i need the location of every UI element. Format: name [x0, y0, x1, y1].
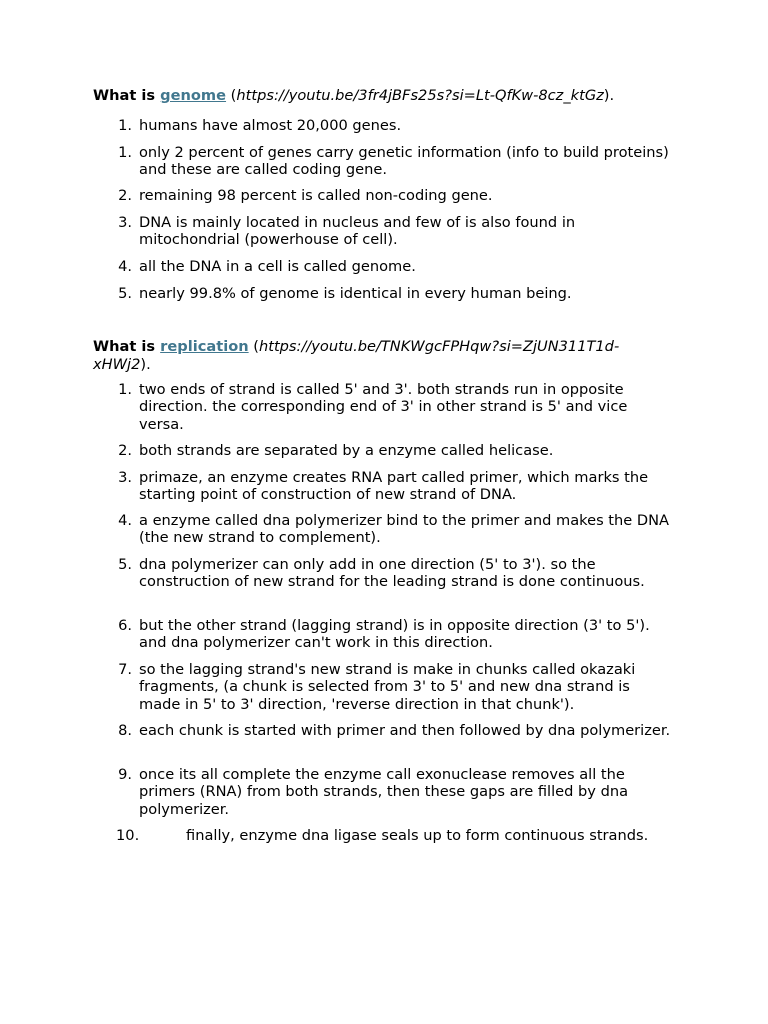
list-text: humans have almost 20,000 genes. — [139, 117, 402, 134]
list-text: both strands are separated by a enzyme called helicase. — [139, 442, 554, 459]
heading-prefix: What is — [93, 87, 161, 104]
list-number: 8. — [118, 722, 132, 739]
list-text: primaze, an enzyme creates RNA part called primer, which marks the starting point of construction of new strand of DNA. — [139, 469, 649, 504]
url-open: ( — [226, 87, 237, 104]
list-text: so the lagging strand's new strand is make in chunks called okazaki fragments, (a chunk is selected from 3' to 5' and new dna strand is made in 5' to 3' direction, 'reverse direction in that chunk'). — [139, 661, 636, 713]
list-number: 9. — [118, 766, 132, 783]
replication-video-url: https://youtu.be/TNKWgcFPHqw?si=ZjUN311T1d-xHWj2 — [93, 338, 620, 373]
list-number: 3. — [118, 469, 132, 486]
section-heading-replication — [93, 338, 668, 373]
list-text: dna polymerizer can only add in one direction (5' to 3'). so the construction of new strand for the leading strand is done continuous. — [139, 556, 645, 591]
list-number: 7. — [118, 661, 132, 678]
list-number: 2. — [118, 442, 132, 459]
genome-link[interactable]: genome — [160, 87, 227, 104]
list-text: once its all complete the enzyme call exonuclease removes all the primers (RNA) from both strands, then these gaps are filled by dna polymerizer. — [139, 766, 629, 818]
list-number: 4. — [118, 258, 132, 275]
list-number: 1. — [118, 144, 132, 161]
url-close: ). — [603, 87, 615, 104]
list-number: 2. — [118, 187, 132, 204]
heading-prefix: What is — [93, 338, 161, 355]
list-text: only 2 percent of genes carry genetic information (info to build proteins) and these are called coding gene. — [139, 144, 669, 179]
list-number: 5. — [118, 556, 132, 573]
list-number: 6. — [118, 617, 132, 634]
list-number: 1. — [118, 381, 132, 398]
list-text: but the other strand (lagging strand) is in opposite direction (3' to 5'). and dna polymerizer can't work in this direction. — [139, 617, 650, 652]
replication-link[interactable]: replication — [160, 338, 249, 355]
list-text: finally, enzyme dna ligase seals up to form continuous strands. — [186, 827, 649, 844]
list-number: 10. — [116, 827, 140, 844]
list-text: remaining 98 percent is called non-coding gene. — [139, 187, 493, 204]
list-text: nearly 99.8% of genome is identical in every human being. — [139, 285, 572, 302]
list-number: 4. — [118, 512, 132, 529]
url-close: ). — [140, 355, 151, 373]
genome-video-url: https://youtu.be/3fr4jBFs25s?si=Lt-QfKw-8cz_ktGz — [236, 87, 604, 104]
list-number: 5. — [118, 285, 132, 302]
section-heading-genome — [93, 87, 668, 105]
url-open: ( — [248, 338, 259, 355]
list-text: each chunk is started with primer and then followed by dna polymerizer. — [139, 722, 671, 739]
list-text: all the DNA in a cell is called genome. — [139, 258, 416, 275]
list-text: two ends of strand is called 5' and 3'. both strands run in opposite direction. the corresponding end of 3' in other strand is 5' and vice versa. — [139, 381, 628, 433]
list-number: 1. — [118, 117, 132, 134]
list-text: a enzyme called dna polymerizer bind to the primer and makes the DNA (the new strand to complement). — [139, 512, 670, 547]
list-text: DNA is mainly located in nucleus and few of is also found in mitochondrial (powerhouse of cell). — [139, 214, 576, 249]
list-number: 3. — [118, 214, 132, 231]
